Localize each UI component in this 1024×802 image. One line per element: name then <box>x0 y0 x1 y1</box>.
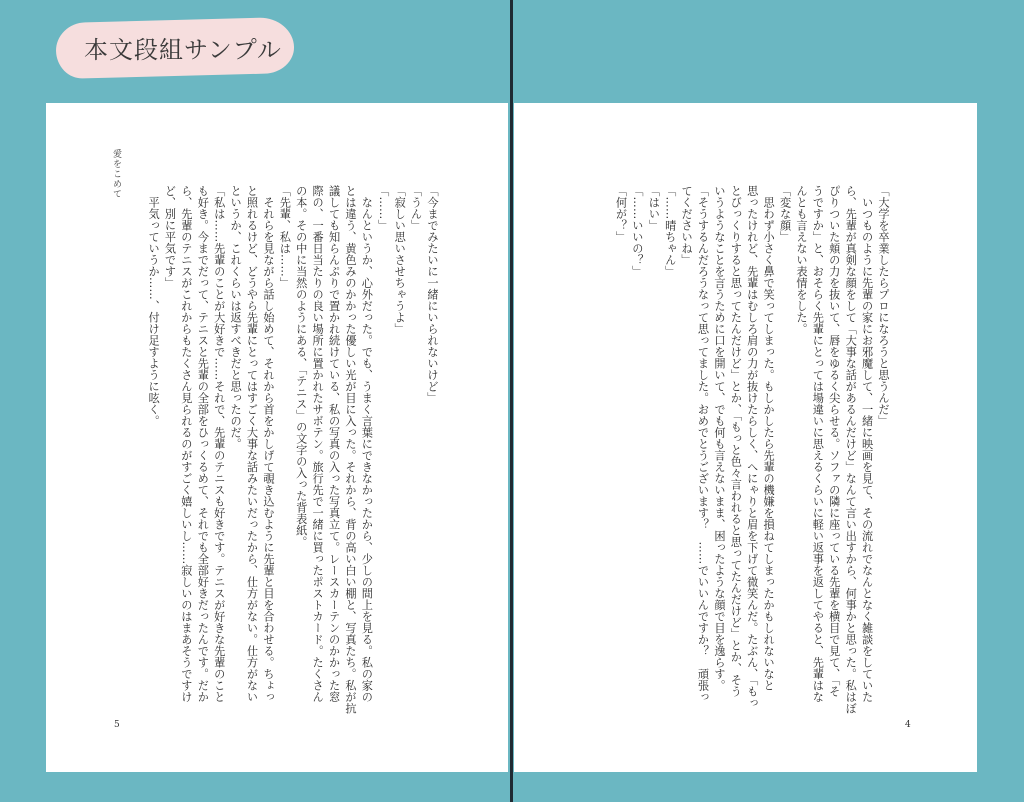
folio-left: 5 <box>114 720 120 730</box>
text-line: の本。その中に当然のようにある、「テニス」の文字の入った背表紙。 <box>294 185 308 548</box>
left-body-text <box>145 185 440 745</box>
running-head: 愛をこめて <box>111 149 121 199</box>
text-line: とは違う、黄色みのかかった優しい光が目に入った。それから、背の高い白い棚と、写真たち。私が抗 <box>343 185 357 714</box>
text-line: てくださいね」 <box>680 185 694 266</box>
text-line: ら、先輩が真剣な顔をして「大事な話があるんだけど」なんて言い出すから、何事かと思った。私はぼ <box>844 185 858 714</box>
text-line: 「先輩、私は……」 <box>278 185 292 289</box>
text-line: いうようなことを言うために口を開いて、でも何も言えないまま、困ったような顔で目を逸らす。 <box>712 185 726 691</box>
text-line: 議しても知らんぷりで置かれ続けている、私の写真の入った写真立て。レースカーテンのかかった窓 <box>327 185 341 703</box>
text-line: というか、これくらいは返すべきだと思ったのだ。 <box>229 185 243 450</box>
spine-divider <box>510 0 513 802</box>
text-line: 「はい」 <box>647 185 661 231</box>
text-line: ど、別に平気です」 <box>163 185 177 289</box>
text-line: 思わず小さく鼻で笑ってしまった。もしかしたら先輩の機嫌を損ねてしまったかもしれないなと <box>762 185 776 691</box>
text-line: 際の、一番日当たりの良い場所に置かれたサボテン。旅行先で一緒に買ったポストカード。たくさん <box>311 185 325 703</box>
text-line: 「変な顔」 <box>778 185 792 243</box>
text-line: 「……晴ちゃん」 <box>663 185 677 277</box>
text-line: それらを見ながら話し始めて、それから首をかしげて覗き込むように先輩と目を合わせる。ちょっ <box>261 185 275 703</box>
text-line: いつものように先輩の家にお邪魔して、一緒に映画を見て、その流れでなんとなく雑談をしていた <box>860 185 874 703</box>
text-line: 「うん」 <box>409 185 423 231</box>
text-line: ぴりついた頬の力を抜いて、唇をゆるく尖らせる。ソファの隣に座っている先輩を横目で見て、「そ <box>827 185 841 697</box>
text-line: うですか」と、おそらく先輩にとっては場違いに思えるくらいに軽い返事を返してやると、先輩はな <box>811 185 825 703</box>
right-body-text <box>612 185 891 745</box>
text-line: と照れるけど、どうやら先輩にとってはすごく大事な話みたいだったから、仕方がない。仕方がない <box>245 185 259 703</box>
left-page <box>46 103 508 772</box>
text-line: 平気っていうか……、付け足すように呟く。 <box>147 185 161 427</box>
page-title: 本文段組サンプル <box>84 36 282 64</box>
text-line: 思ったけれど、先輩はむしろ肩の力が抜けたらしく、へにゃりと眉を下げて微笑んだ。たぶん、「もっ <box>745 185 759 709</box>
text-line: 「私は……先輩のことが大好きで……それで、先輩のテニスも好きです。テニスが好きな先輩のこと <box>212 185 226 703</box>
text-line: 「大学を卒業したらプロになろうと思うんだ」 <box>877 185 890 427</box>
text-line: 「何が？」 <box>614 185 628 243</box>
text-line: んとも言えない表情をした。 <box>794 185 808 335</box>
text-line: とびっくりすると思ってたんだけど」とか、「もっと色々言われると思ってたんだけど」とか、そう <box>729 185 743 697</box>
text-line: も好き。今までだって、テニスと先輩の全部をひっくるめて、それでも全部好きだったんです。だか <box>196 185 210 703</box>
text-line: 「……いいの？」 <box>630 185 644 277</box>
right-page <box>514 103 977 772</box>
text-line: 「寂しい思いさせちゃうよ」 <box>393 185 407 335</box>
text-line: 「……」 <box>376 185 390 231</box>
text-line: ら、先輩のテニスがこれからもたくさん見られるのがすごく嬉しいし……寂しいのはまあそうですけ <box>179 185 193 703</box>
text-line: なんというか、心外だった。でも、うまく言葉にできなかったから、少しの間上を見る。私の家の <box>360 185 374 703</box>
text-line: 「今までみたいに一緒にいられないけど」 <box>426 185 439 404</box>
text-line: 「そうするんだろうなって思ってました。おめでとうございます？ ……でいいんですか？ 頑張っ <box>696 185 710 703</box>
folio-right: 4 <box>905 720 911 730</box>
